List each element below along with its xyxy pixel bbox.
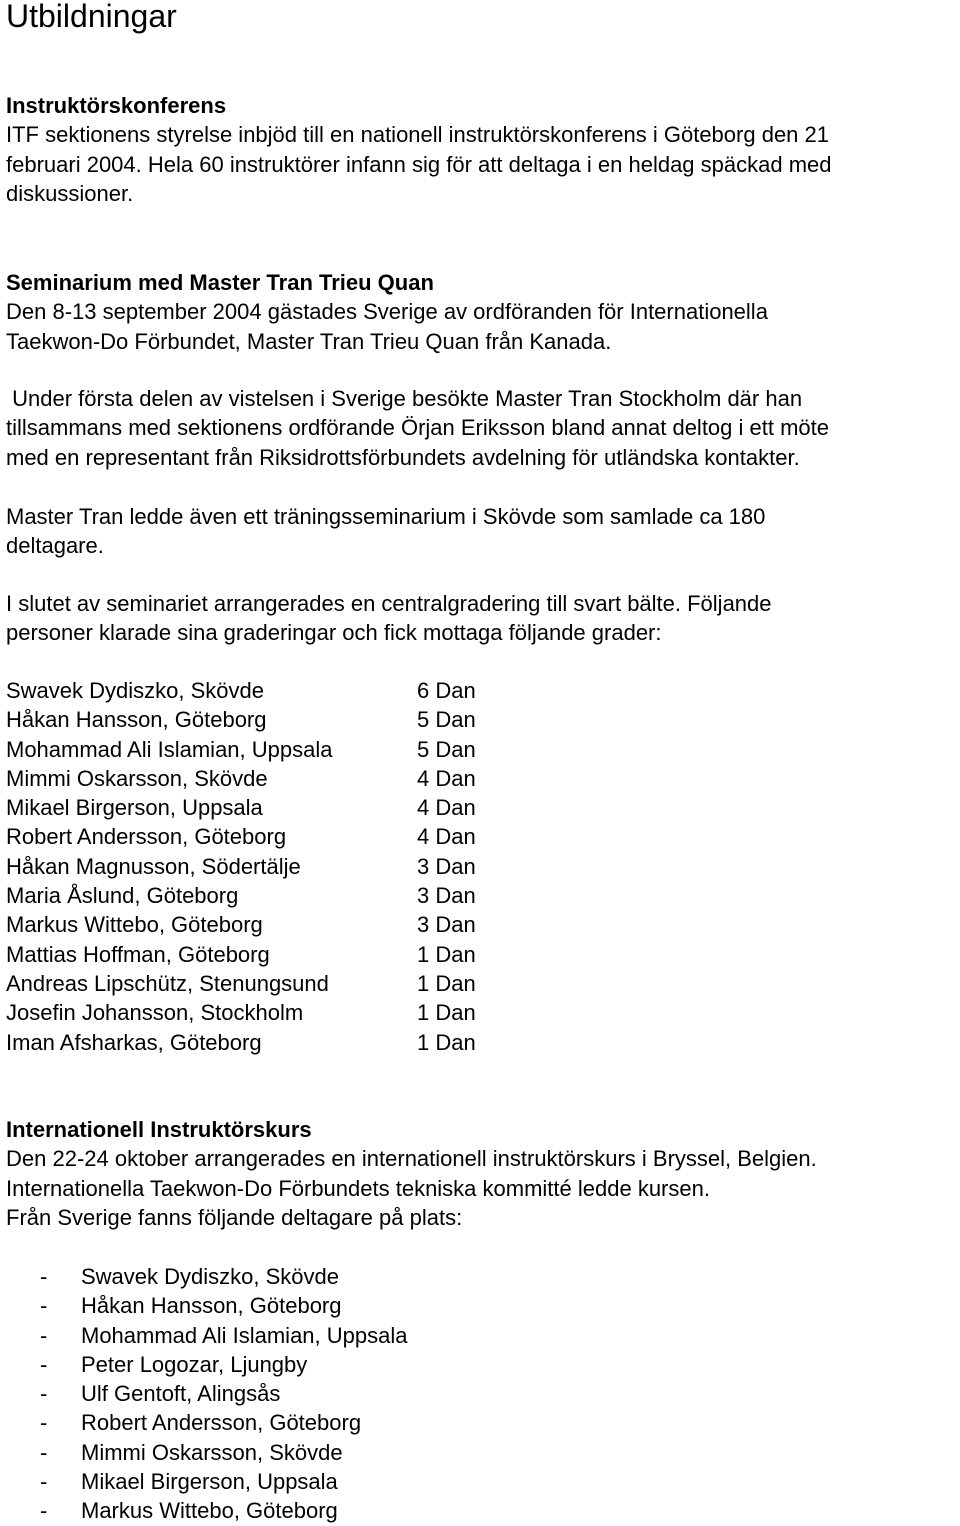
grade-row: [6, 998, 517, 1027]
grade-level: 5 Dan: [417, 736, 476, 762]
seminar-grading-line: I slutet av seminariet arrangerades en centralgradering till svart bälte. Följande: [6, 591, 772, 616]
participant-name: Mikael Birgerson, Uppsala: [81, 1469, 338, 1495]
course-line: Från Sverige fanns följande deltagare på plats:: [6, 1204, 463, 1230]
grade-row: [6, 1028, 517, 1057]
grade-level: 5 Dan: [417, 707, 476, 733]
grade-person: Maria Åslund, Göteborg: [6, 883, 239, 909]
grade-row: [6, 881, 517, 910]
list-item: [6, 1291, 407, 1320]
bullet-dash: -: [40, 1293, 48, 1319]
grade-person: Swavek Dydiszko, Skövde: [6, 678, 264, 703]
grade-row: [6, 764, 517, 793]
bullet-dash: -: [40, 1322, 48, 1348]
seminar-heading: Seminarium med Master Tran Trieu Quan: [6, 270, 434, 295]
list-item: [6, 1467, 407, 1496]
course-line: Den 22-24 oktober arrangerades en internationell instruktörskurs i Bryssel, Belgien.: [6, 1146, 817, 1172]
grade-row: [6, 793, 517, 822]
grade-person: Iman Afsharkas, Göteborg: [6, 1029, 262, 1055]
bullet-dash: -: [40, 1469, 48, 1495]
grade-level: 3 Dan: [417, 912, 476, 938]
grade-row: [6, 705, 517, 734]
grade-person: Robert Andersson, Göteborg: [6, 824, 287, 850]
page-title: Utbildningar: [6, 0, 177, 34]
grade-level: 4 Dan: [417, 795, 476, 821]
bullet-dash: -: [40, 1410, 48, 1436]
seminar-section: [6, 268, 956, 356]
grade-level: 1 Dan: [417, 1029, 476, 1055]
grade-level: 6 Dan: [417, 678, 476, 703]
participant-name: Robert Andersson, Göteborg: [81, 1410, 362, 1436]
grades-list: [6, 676, 517, 1057]
participant-name: Markus Wittebo, Göteborg: [81, 1498, 338, 1524]
seminar-visit-line: med en representant från Riksidrottsförbundets avdelning för utländska kontakter.: [6, 444, 800, 470]
seminar-visit-line: Under första delen av vistelsen i Sverige besökte Master Tran Stockholm där han: [6, 386, 803, 411]
grade-person: Markus Wittebo, Göteborg: [6, 912, 263, 938]
bullet-dash: -: [40, 1264, 48, 1289]
grade-row: [6, 735, 517, 764]
grade-row: [6, 852, 517, 881]
grade-row: [6, 822, 517, 851]
grade-person: Andreas Lipschütz, Stenungsund: [6, 970, 329, 996]
grade-row: [6, 676, 517, 705]
grade-person: Mohammad Ali Islamian, Uppsala: [6, 736, 333, 762]
course-heading: Internationell Instruktörskurs: [6, 1117, 312, 1142]
seminar-visit-paragraph: [6, 384, 956, 472]
conference-section: [6, 91, 956, 208]
grade-person: Mikael Birgerson, Uppsala: [6, 795, 263, 821]
grade-level: 3 Dan: [417, 853, 476, 879]
list-item: [6, 1321, 407, 1350]
participant-name: Ulf Gentoft, Alingsås: [81, 1381, 281, 1407]
grade-person: Håkan Magnusson, Södertälje: [6, 853, 301, 879]
participants-list: [6, 1262, 407, 1526]
seminar-visit-line: tillsammans med sektionens ordförande Örjan Eriksson bland annat deltog i ett möte: [6, 415, 829, 441]
conference-line: ITF sektionens styrelse inbjöd till en nationell instruktörskonferens i Göteborg den 21: [6, 122, 829, 148]
conference-heading: Instruktörskonferens: [6, 93, 227, 118]
participant-name: Peter Logozar, Ljungby: [81, 1351, 308, 1377]
participant-name: Mohammad Ali Islamian, Uppsala: [81, 1322, 408, 1348]
bullet-dash: -: [40, 1381, 48, 1407]
bullet-dash: -: [40, 1439, 48, 1465]
conference-line: diskussioner.: [6, 180, 134, 206]
grade-person: Mimmi Oskarsson, Skövde: [6, 765, 268, 791]
seminar-intro-line: Den 8-13 september 2004 gästades Sverige av ordföranden för Internationella: [6, 299, 768, 325]
grade-level: 1 Dan: [417, 1000, 476, 1026]
grade-person: Mattias Hoffman, Göteborg: [6, 941, 270, 967]
participant-name: Mimmi Oskarsson, Skövde: [81, 1439, 343, 1465]
list-item: [6, 1262, 407, 1291]
list-item: [6, 1350, 407, 1379]
grade-level: 1 Dan: [417, 970, 476, 996]
seminar-training-paragraph: [6, 502, 956, 561]
seminar-training-line: Master Tran ledde även ett träningsseminarium i Skövde som samlade ca 180: [6, 504, 766, 529]
list-item: [6, 1496, 407, 1525]
seminar-intro-line: Taekwon-Do Förbundet, Master Tran Trieu Quan från Kanada.: [6, 328, 612, 354]
seminar-grading-line: personer klarade sina graderingar och fick mottaga följande grader:: [6, 620, 662, 646]
course-section: [6, 1115, 956, 1232]
list-item: [6, 1379, 407, 1408]
conference-line: februari 2004. Hela 60 instruktörer infann sig för att deltaga i en heldag späckad med: [6, 151, 832, 177]
grade-person: Josefin Johansson, Stockholm: [6, 1000, 304, 1026]
grade-row: [6, 940, 517, 969]
list-item: [6, 1408, 407, 1437]
seminar-grading-paragraph: [6, 589, 956, 648]
grade-level: 4 Dan: [417, 765, 476, 791]
grade-row: [6, 969, 517, 998]
grade-person: Håkan Hansson, Göteborg: [6, 707, 267, 733]
participant-name: Swavek Dydiszko, Skövde: [81, 1264, 339, 1289]
grade-level: 3 Dan: [417, 883, 476, 909]
bullet-dash: -: [40, 1351, 48, 1377]
course-line: Internationella Taekwon-Do Förbundets tekniska kommitté ledde kursen.: [6, 1175, 710, 1201]
seminar-training-line: deltagare.: [6, 533, 104, 559]
grade-level: 4 Dan: [417, 824, 476, 850]
participant-name: Håkan Hansson, Göteborg: [81, 1293, 342, 1319]
grade-row: [6, 910, 517, 939]
grade-level: 1 Dan: [417, 941, 476, 967]
list-item: [6, 1438, 407, 1467]
bullet-dash: -: [40, 1498, 48, 1524]
